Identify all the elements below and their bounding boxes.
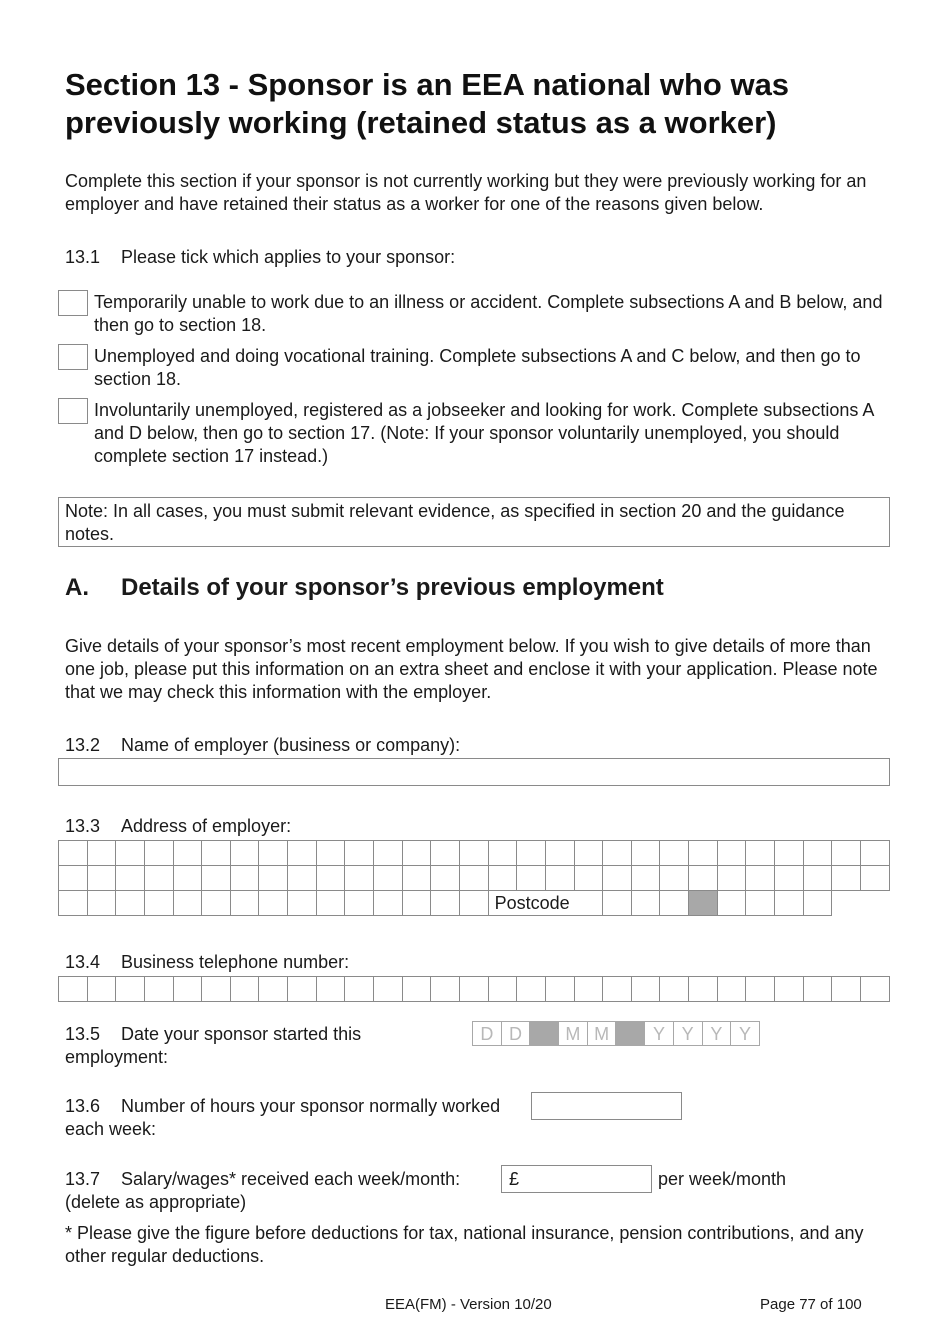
checkbox-vocational-training[interactable] [58,344,88,370]
address-line-1[interactable] [59,841,890,866]
date-separator [615,1021,645,1046]
subsection-a-heading [65,573,664,603]
question-number: 13.4 [65,952,101,972]
telephone-grid[interactable] [58,976,890,1002]
question-label-line1: Number of hours your sponsor normally worked [121,1096,501,1116]
section-intro: Complete this section if your sponsor is not currently working but they were previously working for an employer and have retained their status as a worker for one of the reasons given below. [65,171,867,214]
start-date-input[interactable] [473,1021,760,1046]
question-label: Business telephone number: [121,952,350,972]
question-13-7 [65,1168,505,1214]
employer-name-input[interactable] [58,758,890,786]
date-month-1[interactable]: M [558,1021,588,1046]
question-label: Address of employer: [121,816,292,836]
option-illness-label: Temporarily unable to work due to an illness or accident. Complete subsections A and B below, and then go to section 18. [94,292,883,335]
date-year-3[interactable]: Y [702,1021,732,1046]
employer-address-grid[interactable] [58,840,890,916]
question-label: Salary/wages* received each week/month: [121,1169,461,1189]
date-day-2[interactable]: D [501,1021,531,1046]
question-13-5 [65,1023,465,1069]
question-number: 13.6 [65,1096,101,1116]
date-year-2[interactable]: Y [673,1021,703,1046]
weekly-hours-input[interactable] [531,1092,682,1120]
question-label-line2: employment: [65,1047,169,1067]
currency-symbol: £ [509,1169,520,1189]
date-month-2[interactable]: M [587,1021,617,1046]
subsection-letter: A. [65,574,89,601]
checkbox-jobseeker[interactable] [58,398,88,424]
page-number: Page 77 of 100 [760,1296,862,1313]
question-13-2 [65,734,460,757]
question-13-3 [65,815,291,838]
question-label: Please tick which applies to your sponsor: [121,247,456,267]
option-vocational-training-label: Unemployed and doing vocational training. Complete subsections A and C below, and then go to section 18. [94,346,861,389]
question-number: 13.5 [65,1024,101,1044]
address-line-3[interactable] [59,891,890,916]
question-number: 13.3 [65,816,101,836]
evidence-note: Note: In all cases, you must submit relevant evidence, as specified in section 20 and the guidance notes. [58,497,890,547]
salary-input[interactable] [501,1165,652,1193]
date-day-1[interactable]: D [472,1021,502,1046]
form-version: EEA(FM) - Version 10/20 [385,1296,552,1313]
subsection-a-intro: Give details of your sponsor’s most recent employment below. If you wish to give details of more than one job, please put this information on an extra sheet and enclose it with your application. Please note that we may check this information with the employer. [65,636,878,702]
question-label-line2: each week: [65,1119,157,1139]
date-year-1[interactable]: Y [644,1021,674,1046]
question-label: Name of employer (business or company): [121,735,461,755]
question-label-line1: Date your sponsor started this [121,1024,362,1044]
question-label-line2: (delete as appropriate) [65,1192,247,1212]
checkbox-illness[interactable] [58,290,88,316]
date-separator [529,1021,559,1046]
subsection-title: Details of your sponsor’s previous employment [121,574,664,601]
date-year-4[interactable]: Y [730,1021,760,1046]
salary-period-suffix: per week/month [658,1169,787,1189]
question-number: 13.2 [65,735,101,755]
question-13-1 [65,246,455,269]
option-jobseeker-label: Involuntarily unemployed, registered as a jobseeker and looking for work. Complete subsections A and D below, then go to section 17. (Note: If your sponsor voluntarily unemployed, you should complete section 17 instead.) [94,400,874,466]
address-line-2[interactable] [59,866,890,891]
salary-footnote: * Please give the figure before deductions for tax, national insurance, pension contributions, and any other regular deductions. [65,1223,864,1266]
question-13-4 [65,951,349,974]
question-number: 13.7 [65,1169,101,1189]
question-number: 13.1 [65,247,101,267]
postcode-label: Postcode [488,891,603,916]
question-13-6 [65,1095,535,1141]
page-title: Section 13 - Sponsor is an EEA national who was previously working (retained status as a worker) [65,67,790,140]
